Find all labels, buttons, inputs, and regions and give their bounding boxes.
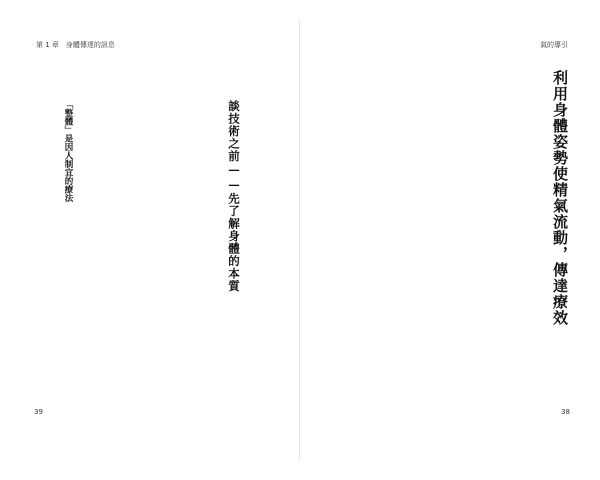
running-head-section: 氣的導引 — [540, 41, 568, 49]
subsection-title: 「整體」是因人制宜的療法 — [63, 100, 73, 202]
section-title: 利用身體姿勢使精氣流動，傳達療效 — [551, 70, 569, 326]
page-number: 38 — [561, 408, 570, 416]
body-text — [336, 70, 542, 390]
body-text — [34, 100, 60, 392]
body-text — [86, 100, 218, 392]
running-head-chapter: 第 1 章 身體傳達的訊息 — [36, 41, 115, 49]
section-title: 談技術之前——先了解身體的本質 — [227, 100, 241, 293]
page-number: 39 — [34, 408, 43, 416]
right-page — [300, 0, 600, 480]
